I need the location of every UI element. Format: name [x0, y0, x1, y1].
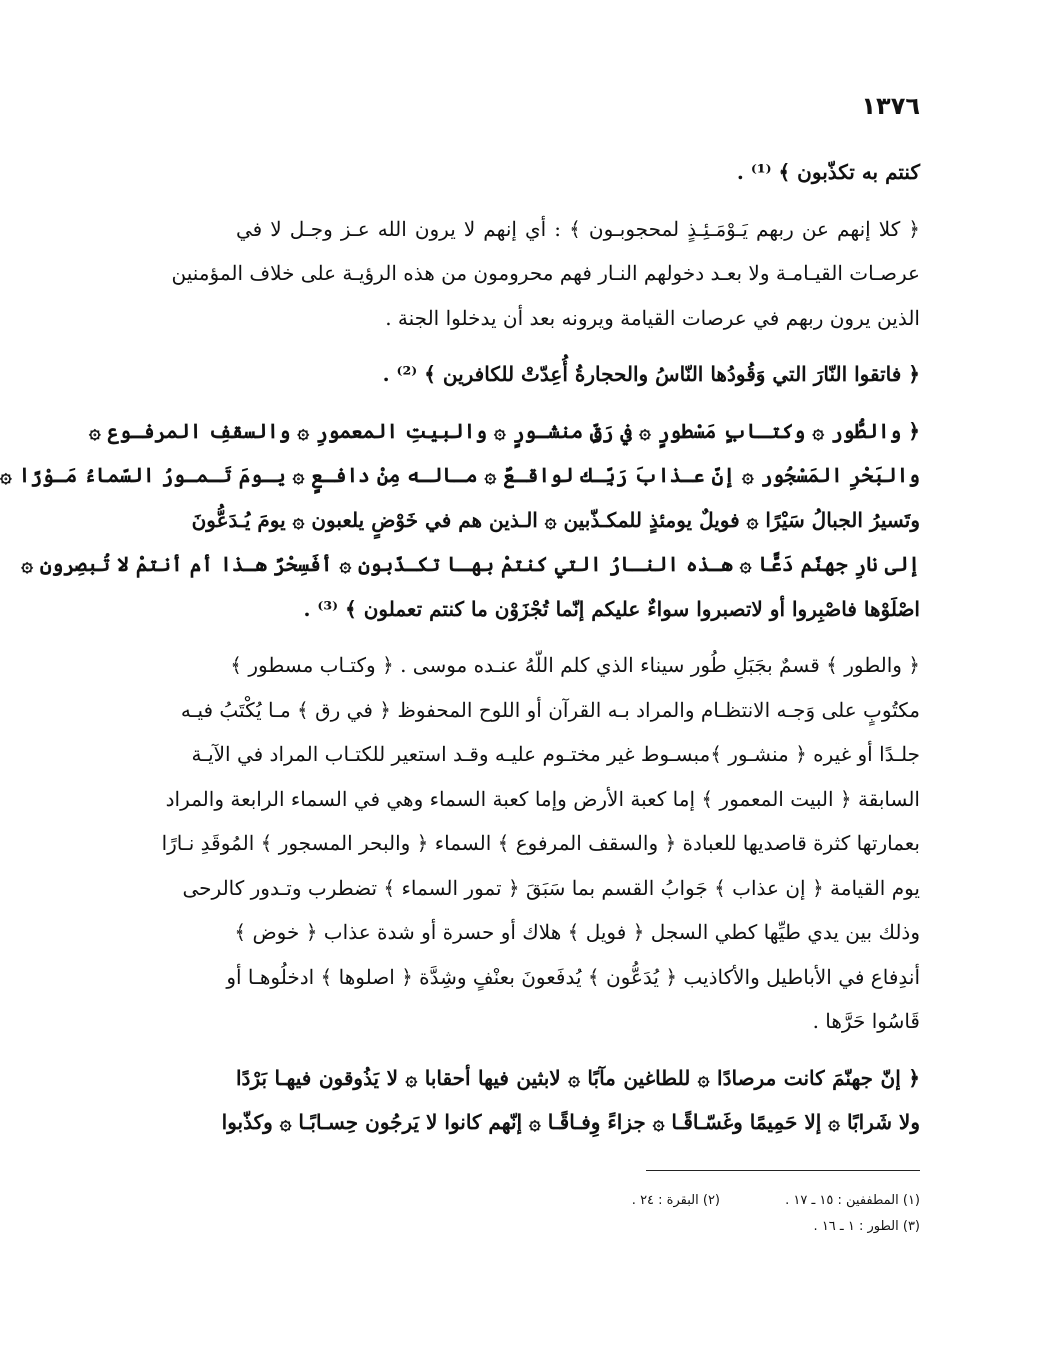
- text-line: ﴿ فاتقوا النّارَ التي وَقُودُها النّاسُ والحجارةُ أُعِدّتْ للكافرين ﴾ ⁽²⁾ .: [382, 362, 920, 386]
- text-line: ولا شَرابًا ۞ إلا حَمِيمًا وغَسّـاقًـا ۞ جزاءً وِفـاقًـا ۞ إنّهم كانوا لا يَرجُون حِسـابًـا ۞ وكذّبوا: [221, 1110, 920, 1134]
- text-line: ﴿ كلا إنهم عن ربهم يَـوْمَـئِـذٍ لمحجوبـون ﴾ : أي إنهم لا يرون الله عـز وجـل لا في: [236, 216, 920, 241]
- paragraph-3: [236, 352, 920, 397]
- text-line: ﴿ والطُّور ۞ وكتـابٍ مَسْطورٍ ۞ في رَقٍّ منشـورٍ ۞ والبيتِ المعمورِ ۞ والسقفِ المرفـوع ۞: [88, 418, 920, 443]
- text-line: ﴿ والطور ﴾ قسمٌ بجَبَلِ طُور سيناء الذي كلم اللّهُ عنـده موسى . ﴿ وكتـاب مسطور ﴾: [230, 653, 920, 677]
- footnote-1: (١) المطففين : ١٥ ـ ١٧ .: [785, 1193, 920, 1208]
- text-line: أندِفاع في الأباطيل والأكاذيب ﴿ يُدَعُّون ﴾ يُدفَعونَ بعنْفٍ وشِدَّة ﴿ اصلوها ﴾ ادخلُوهـا أو: [226, 964, 920, 989]
- text-line: قَاسُوا حَرَّها .: [812, 1009, 920, 1033]
- text-line: وذلك بين يدي طيِّها كطي السجل ﴿ فويل ﴾ هلاك أو حسرة أو شدة عذاب ﴿ خوض ﴾: [234, 920, 920, 944]
- text-line: مكتُوبٍ على وَجـه الانتظـام والمراد بـه القرآن أو اللوح المحفوظ ﴿ في رق ﴾ مـا يُكْتَبُ فيـه: [180, 697, 920, 722]
- text-line: جلـدًا أو غيره ﴿ منشـور ﴾مبسـوط غير مختـوم عليـه وقـد استعير للكتـاب المراد في الآيـة: [191, 742, 920, 766]
- text-line: ﴿ إنّ جهنّمَ كانت مرصادًا ۞ للطاغين مآبًا ۞ لابثين فيها أحقابا ۞ لا يَذُوقون فيهـا بَرْدًا: [236, 1065, 920, 1090]
- footnote-2: (٢) البقرة : ٢٤ .: [631, 1193, 720, 1208]
- paragraph-6: [221, 1056, 920, 1145]
- footnotes: [236, 1188, 920, 1240]
- paragraph-4: [0, 409, 920, 632]
- text-line: وتَسيرُ الجبالُ سَيْرًا ۞ فويلٌ يومئذٍ للمكـذّبين ۞ الـذين هم في خَوْضٍ يلعبون ۞ يومَ يُـدَعُّونَ: [191, 507, 920, 532]
- footnote-row: [236, 1188, 920, 1214]
- body-text: [0, 150, 920, 1157]
- text-line: السابقة ﴿ البيت المعمور ﴾ إما كعبة الأرض وإما كعبة السماء وهي في السماء الرابعة والمراد: [165, 786, 920, 811]
- text-line: عرصـات القيـامـة ولا بعـد دخولهم النـار فهم محرومون من هذه الرؤيـة على خلاف المؤمنين: [171, 261, 920, 285]
- page-number: ١٣٧٦: [861, 92, 920, 120]
- footnote-row: [236, 1214, 920, 1240]
- paragraph-2: [171, 207, 920, 341]
- paragraph-1: [236, 150, 920, 195]
- footnote-divider: [646, 1170, 920, 1171]
- text-line: اصْلَوْها فاصْبِروا أو لاتصبروا سواءٌ عليكم إنّما تُجْزَوْن ما كنتم تعملون ﴾ ⁽³⁾ .: [303, 596, 920, 621]
- text-line: كنتم به تكذّبون ﴾ ⁽¹⁾ .: [736, 160, 920, 184]
- text-line: الذين يرون ربهم في عرصات القيامة ويرونه بعد أن يدخلوا الجنة .: [385, 305, 920, 330]
- text-line: يوم القيامة ﴿ إن عذاب ﴾ جَوابُ القسم بما سَبَقَ ﴿ تمور السماء ﴾ تضطرب وتـدور كالرحى: [182, 875, 920, 900]
- footnote-3: (٣) الطور : ١ ـ ١٦ .: [813, 1219, 920, 1234]
- text-line: إلى نارِ جهنّم دَعًّا ۞ هـذه النـارُ التي كنتمْ بهـا تكـذّبون ۞ أفَسِحْرٌ هـذا أم أنتمْ لا تُبصِرون ۞: [21, 552, 920, 576]
- paragraph-5: [161, 643, 920, 1044]
- text-line: والبَحْرِ المَسْجُور ۞ إنّ عـذابَ رَبِّـك لواقـعٌ ۞ مـالـه مِنْ دافـعٍ ۞ يـومَ تَـمـورُ السّماءُ مَـوْرًا ۞: [0, 463, 920, 487]
- text-line: بعمارتها كثرة قاصديها للعبادة ﴿ والسقف المرفوع ﴾ السماء ﴿ والبحر المسجور ﴾ المُوقَدِ نـارًا: [161, 831, 920, 855]
